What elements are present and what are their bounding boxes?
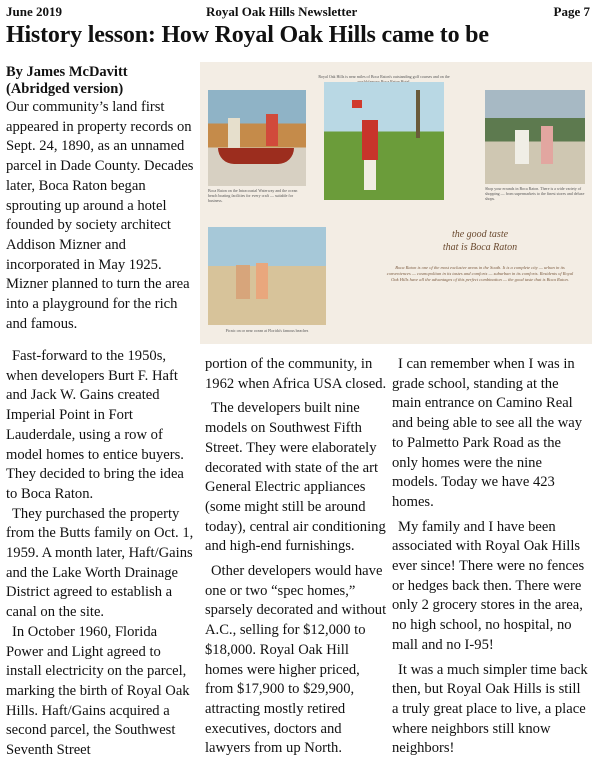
page-number: Page 7 [553, 4, 590, 19]
article-column-1-bottom [6, 347, 196, 761]
golf-photo [324, 82, 444, 200]
brochure-blurb: Boca Raton is one of the most exclusive areas in the South. It is a complete city — urban in its conveniences — cosmopolitan in its tastes and comforts — suburban in its comforts. Residents of Royal Oak Hills have all the advantages of this perfect combination — the good taste that is Boca Raton. [386, 265, 574, 282]
article-headline: History lesson: How Royal Oak Hills came to be [6, 22, 489, 48]
article-column-3 [392, 355, 588, 759]
tagline-line: that is Boca Raton [442, 242, 518, 253]
article-paragraph: It was a much simpler time back then, but Royal Oak Hills is still a truly great place to live, a place where neighbors still know neighbors! [392, 661, 588, 757]
article-paragraph: Our community’s land first appeared in property records on Sept. 24, 1890, as an unnamed parcel in Dade County. Decades later, Boca Raton began sprouting up around a hotel founded by society architect Addison Mizner and incorporated in May 1925. Mizner planned to turn the area into a playground for the rich and famous. [6, 99, 194, 332]
page-header [6, 4, 590, 20]
beach-photo [208, 227, 326, 325]
article-paragraph: The developers built nine models on Southwest Fifth Street. They were elaborately decorated with state of the art General Electric appliances (some might still be around today), central air conditioning and high-end furnishings. [205, 400, 386, 555]
abridged-note: (Abridged version) [6, 81, 124, 97]
article-paragraph: In October 1960, Florida Power and Light agreed to install electricity on the parcel, marking the birth of Royal Oak Hills. Haft/Gains acquired a second parcel, the Southwest Seventh Street [6, 623, 190, 759]
issue-date: June 2019 [6, 4, 62, 19]
tagline-line: the good taste [451, 229, 509, 240]
article-paragraph: Other developers would have one or two “spec homes,” sparsely decorated and without A.C., selling for $12,000 to $18,000. Royal Oak Hill homes were higher priced, from $17,900 to $29,900, attracting mostly retired executives, doctors and lawyers from up North. [205, 563, 387, 757]
photo-caption: Boca Raton on the Intracoastal Waterway and the ocean beach boating facilities for every craft — suitable for business. [208, 188, 298, 203]
brochure-tagline [380, 228, 580, 254]
shopping-photo [485, 90, 585, 184]
newsletter-title: Royal Oak Hills Newsletter [206, 4, 358, 19]
photo-caption: Royal Oak Hills is near miles of Boca Raton's outstanding golf courses and on the [318, 74, 450, 79]
article-paragraph: I can remember when I was in grade school, standing at the main entrance on Camino Real and being able to see all the way to Palmetto Park Road as the only homes were the nine models. Today we have 423 homes. [392, 356, 583, 510]
article-paragraph: Fast-forward to the 1950s, when developers Burt F. Haft and Jack W. Gains created Imperial Point in Fort Lauderdale, using a row of model homes to entice buyers. They decided to bring the idea to Boca Raton. [6, 348, 184, 502]
article-column-2 [205, 355, 387, 759]
photo-caption: Shop your errands in Boca Raton. There is a wide variety of shopping — from supermarkets to the finest stores and deluxe shops. [485, 186, 585, 201]
article-column-1-top [6, 98, 196, 334]
article-paragraph: My family and I have been associated with Royal Oak Hills ever since! There were no fences or hedges back then. There were only 2 grocery stores in the area, no high school, no hospital, no mall and no I-95! [392, 518, 585, 653]
brochure-photo [200, 62, 592, 344]
byline [6, 64, 128, 98]
article-paragraph: They purchased the property from the Butts family on Oct. 1, 1959. A month later, Haft/Gains and the Lake Worth Drainage District agreed to establish a canal on the site. [6, 505, 194, 621]
boat-photo [208, 90, 306, 186]
photo-caption: Picnic on or near ocean at Florida's famous beaches [225, 328, 309, 333]
author: By James McDavitt [6, 64, 128, 80]
article-paragraph: portion of the community, in 1962 when Africa USA closed. [205, 356, 387, 392]
